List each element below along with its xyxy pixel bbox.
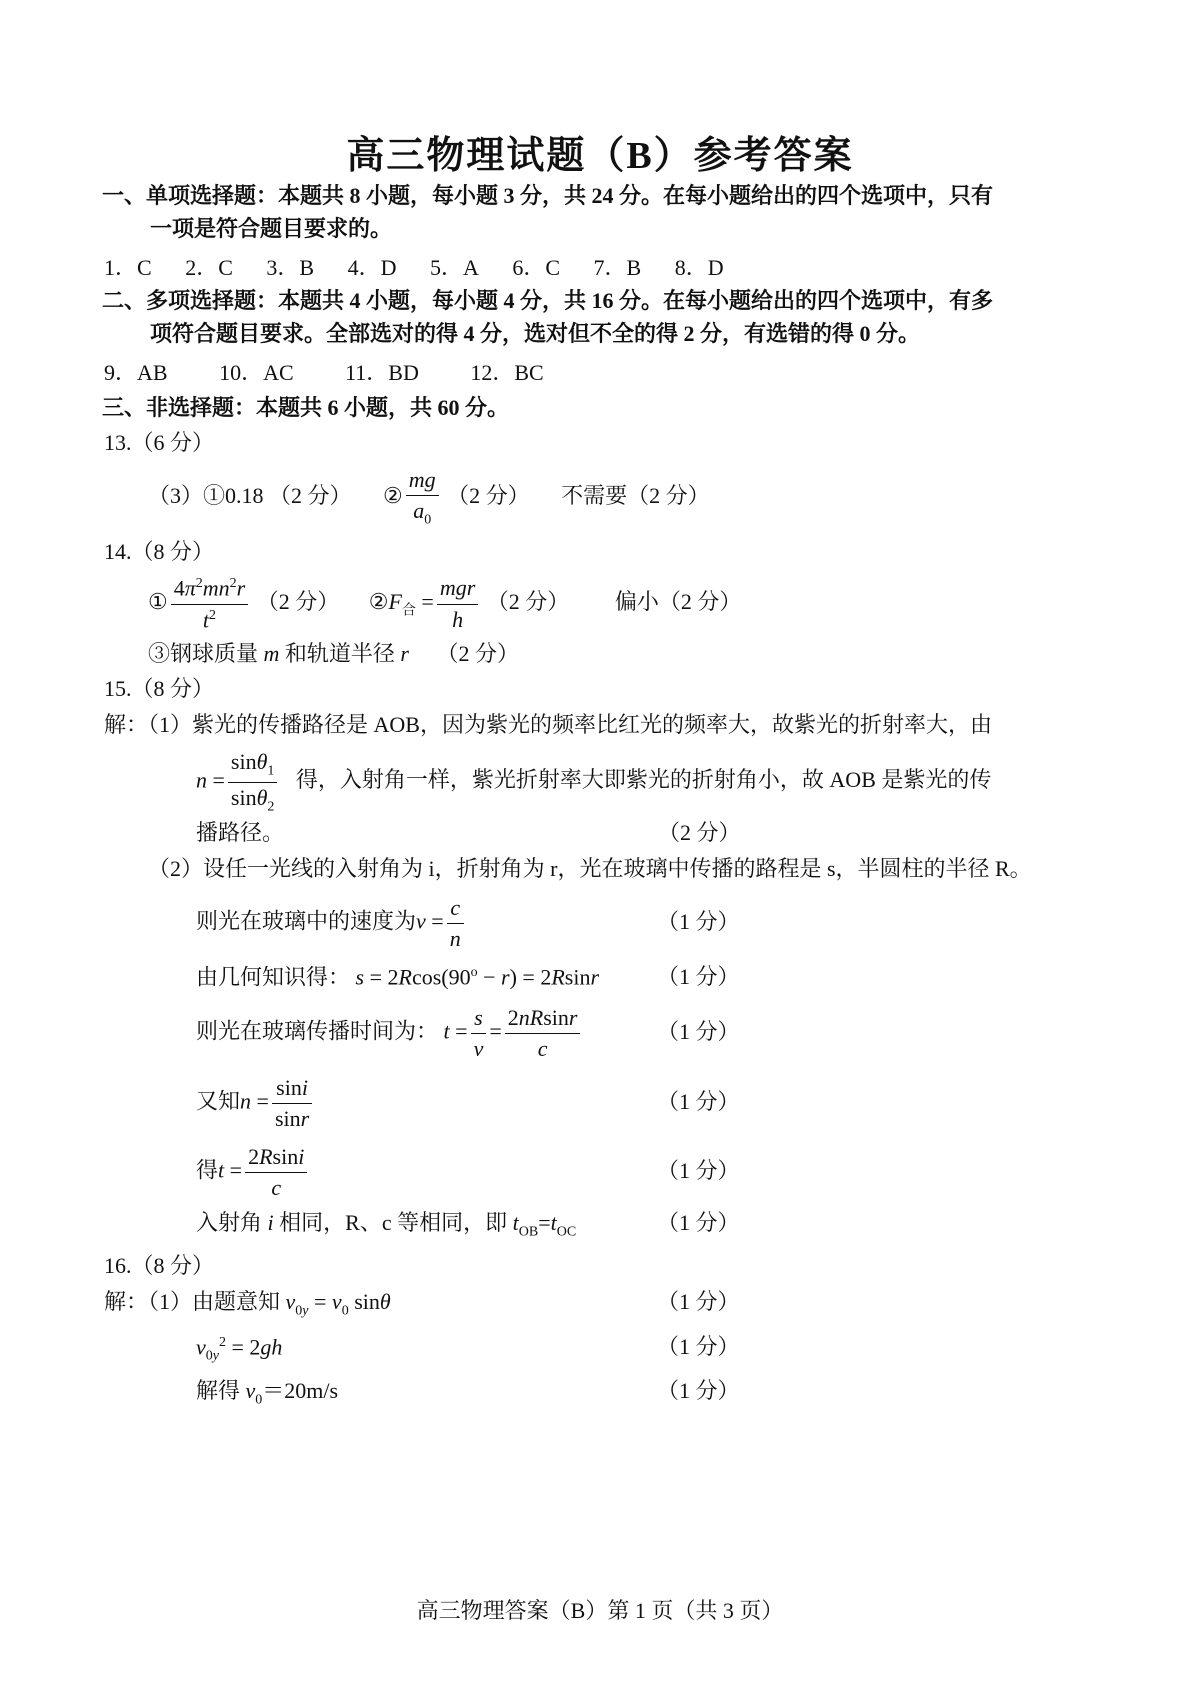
q15-step4-text: 又知 bbox=[196, 1088, 241, 1114]
points-label: （1 分） bbox=[657, 1158, 740, 1183]
q14-line2-a: ③钢球质量 bbox=[148, 641, 259, 666]
answer-item: 4．D bbox=[347, 255, 397, 280]
answer-item: 11．BD bbox=[345, 360, 419, 385]
q14-part3: 偏小（2 分） bbox=[614, 589, 742, 615]
q15-step3: 则光在玻璃传播时间为： t = $\frac{s}{v}$ = $\frac{2nRsinr}{c}$ bbox=[196, 1006, 583, 1061]
q15-step1: 则光在玻璃中的速度为v = $\frac{c}{n}$ bbox=[196, 896, 467, 951]
q15-line2-text: 得，入射角一样，紫光折射率大即紫光的折射角小，故 AOB 是紫光的传 bbox=[295, 767, 992, 793]
q15-step2-text: 由几何知识得： bbox=[196, 964, 351, 990]
q16-header: 16.（8 分） bbox=[104, 1253, 215, 1278]
answer-item: 8．D bbox=[674, 255, 724, 280]
points-label: （1 分） bbox=[657, 1289, 740, 1314]
q14-answer-line: ① $\frac{4\pi^2mn^2r}{t^2}$ （2 分） $②F_合$ = $\frac{\text{mgr}}{h}$ （2 分） 偏小（2 分） bbox=[148, 575, 742, 632]
q16-line3-value: ＝20m/s bbox=[262, 1378, 339, 1403]
answer-item: 2．C bbox=[185, 255, 233, 280]
q16-line1: 解：（1）由题意知 $v_{0y} = v_0$ sinθ bbox=[104, 1289, 391, 1319]
q15-step6: 入射角 i 相同，R、c 等相同，即 $t_{OB}=t_{OC}$ bbox=[196, 1210, 577, 1240]
q14-line2-points: （2 分） bbox=[436, 641, 519, 666]
answer-item: 6．C bbox=[512, 255, 561, 280]
answer-item: 10．AC bbox=[219, 360, 294, 385]
points-label: （1 分） bbox=[657, 1210, 740, 1235]
q15-line1: 解：（1）紫光的传播路径是 AOB，因为紫光的频率比红光的频率大，故紫光的折射率大，由 bbox=[104, 712, 992, 737]
q13-part2-points: （2 分） bbox=[447, 483, 530, 509]
q15-step6-a: 入射角 bbox=[196, 1210, 263, 1235]
section1-answers bbox=[104, 257, 724, 279]
fraction: $\frac{2nRsinr}{c}$ bbox=[505, 1006, 581, 1061]
answer-item: 1．C bbox=[104, 255, 152, 280]
answer-item: 5．A bbox=[429, 255, 479, 280]
frac-numerator: mg bbox=[406, 468, 439, 496]
q14-header: 14.（8 分） bbox=[104, 539, 215, 564]
q15-step6-c: R、c 等相同，即 bbox=[345, 1210, 508, 1235]
answer-item: 9．AB bbox=[104, 360, 168, 385]
q15-step2: 由几何知识得： $s = 2Rcos(90^o - r) = 2Rsinr$ bbox=[196, 964, 600, 990]
q15-step1-text: 则光在玻璃中的速度为 bbox=[196, 908, 417, 934]
q13-part3: 不需要（2 分） bbox=[561, 483, 710, 509]
q15-line2: n = $\frac{\sin\theta_1}{\sin\theta_2}$ 得，入射角一样，紫光折射率大即紫光的折射角小，故 AOB 是紫光的传 bbox=[196, 749, 992, 815]
fraction: $\frac{\sin i}{\sin r}$ bbox=[272, 1076, 312, 1131]
q13-header: 13.（6 分） bbox=[104, 430, 215, 455]
fraction: $\frac{s}{v}$ bbox=[471, 1006, 487, 1061]
q15-step5: 得t = $\frac{2Rsini}{c}$ bbox=[196, 1145, 310, 1200]
subscript: 0 bbox=[424, 512, 432, 528]
points-label: （1 分） bbox=[657, 909, 740, 934]
section3-heading: 三、非选择题：本题共 6 小题，共 60 分。 bbox=[102, 395, 510, 420]
section1-heading-line1: 一、单项选择题：本题共 8 小题，每小题 3 分，共 24 分。在每小题给出的四个选项中，只有 bbox=[102, 183, 994, 208]
q16-line1-text: 解：（1）由题意知 bbox=[104, 1289, 281, 1314]
q14-fraction-1: $\frac{4\pi^2mn^2r}{t^2}$ bbox=[171, 576, 248, 632]
q15-fraction-n: $\frac{\sin\theta_1}{\sin\theta_2}$ bbox=[228, 750, 278, 815]
q13-fraction bbox=[406, 468, 439, 528]
fraction: $\frac{c}{n}$ bbox=[447, 896, 464, 951]
page-title: 高三物理试题（B）参考答案 bbox=[346, 135, 854, 177]
q14-line2: ③钢球质量 m 和轨道半径 r （2 分） bbox=[148, 641, 519, 666]
q15-step3-text: 则光在玻璃传播时间为： bbox=[196, 1018, 439, 1044]
answer-item: 7．B bbox=[593, 255, 642, 280]
q15-line3-points: （2 分） bbox=[658, 820, 741, 845]
q16-line2: $v_{0y}^2 = 2gh$ bbox=[196, 1334, 283, 1364]
q14-part2-points: （2 分） bbox=[486, 589, 570, 615]
q15-step6-b: 相同， bbox=[279, 1210, 346, 1235]
section2-heading-line2: 项符合题目要求。全部选对的得 4 分，选对但不全的得 2 分，有选错的得 0 分。 bbox=[150, 321, 921, 346]
points-label: （1 分） bbox=[657, 964, 740, 989]
answer-item: 12．BC bbox=[470, 360, 544, 385]
q13-circled-2: ② bbox=[383, 483, 403, 509]
frac-denominator: a bbox=[413, 498, 425, 524]
fraction: $\frac{2Rsini}{c}$ bbox=[245, 1145, 307, 1200]
points-label: （1 分） bbox=[657, 1378, 740, 1403]
q13-part1: （3）①0.18 （2 分） bbox=[148, 483, 352, 509]
points-label: （1 分） bbox=[657, 1089, 740, 1114]
q14-circled-1: ① bbox=[148, 589, 168, 615]
q16-line3-text: 解得 bbox=[196, 1378, 241, 1403]
section1-heading-line2: 一项是符合题目要求的。 bbox=[150, 216, 393, 241]
points-label: （1 分） bbox=[657, 1019, 740, 1044]
q14-fraction-2: $\frac{\text{mgr}}{h}$ bbox=[437, 576, 478, 631]
q15-step5-text: 得 bbox=[196, 1157, 219, 1183]
q15-header: 15.（8 分） bbox=[104, 676, 215, 701]
q14-circled-2: ② bbox=[368, 589, 389, 615]
q15-step4: 又知n = $\frac{\sin i}{\sin r}$ bbox=[196, 1076, 315, 1131]
answer-item: 3．B bbox=[266, 255, 315, 280]
points-label: （1 分） bbox=[657, 1334, 740, 1359]
q13-answer-line bbox=[148, 468, 710, 528]
q15-line3: 播路径。 bbox=[196, 820, 285, 845]
section2-heading-line1: 二、多项选择题：本题共 4 小题，每小题 4 分，共 16 分。在每小题给出的四个选项中，有多 bbox=[102, 288, 994, 313]
page-footer: 高三物理答案（B）第 1 页（共 3 页） bbox=[416, 1598, 784, 1623]
subscript: 合 bbox=[401, 603, 416, 619]
q14-line2-b: 和轨道半径 bbox=[284, 641, 395, 666]
q16-line3: 解得 $v_0=20m/s$ bbox=[196, 1378, 339, 1408]
section2-answers bbox=[104, 362, 544, 384]
q14-part1-points: （2 分） bbox=[256, 589, 340, 615]
q15-line4: （2）设任一光线的入射角为 i，折射角为 r，光在玻璃中传播的路程是 s，半圆柱的半径 R。 bbox=[148, 856, 1032, 881]
